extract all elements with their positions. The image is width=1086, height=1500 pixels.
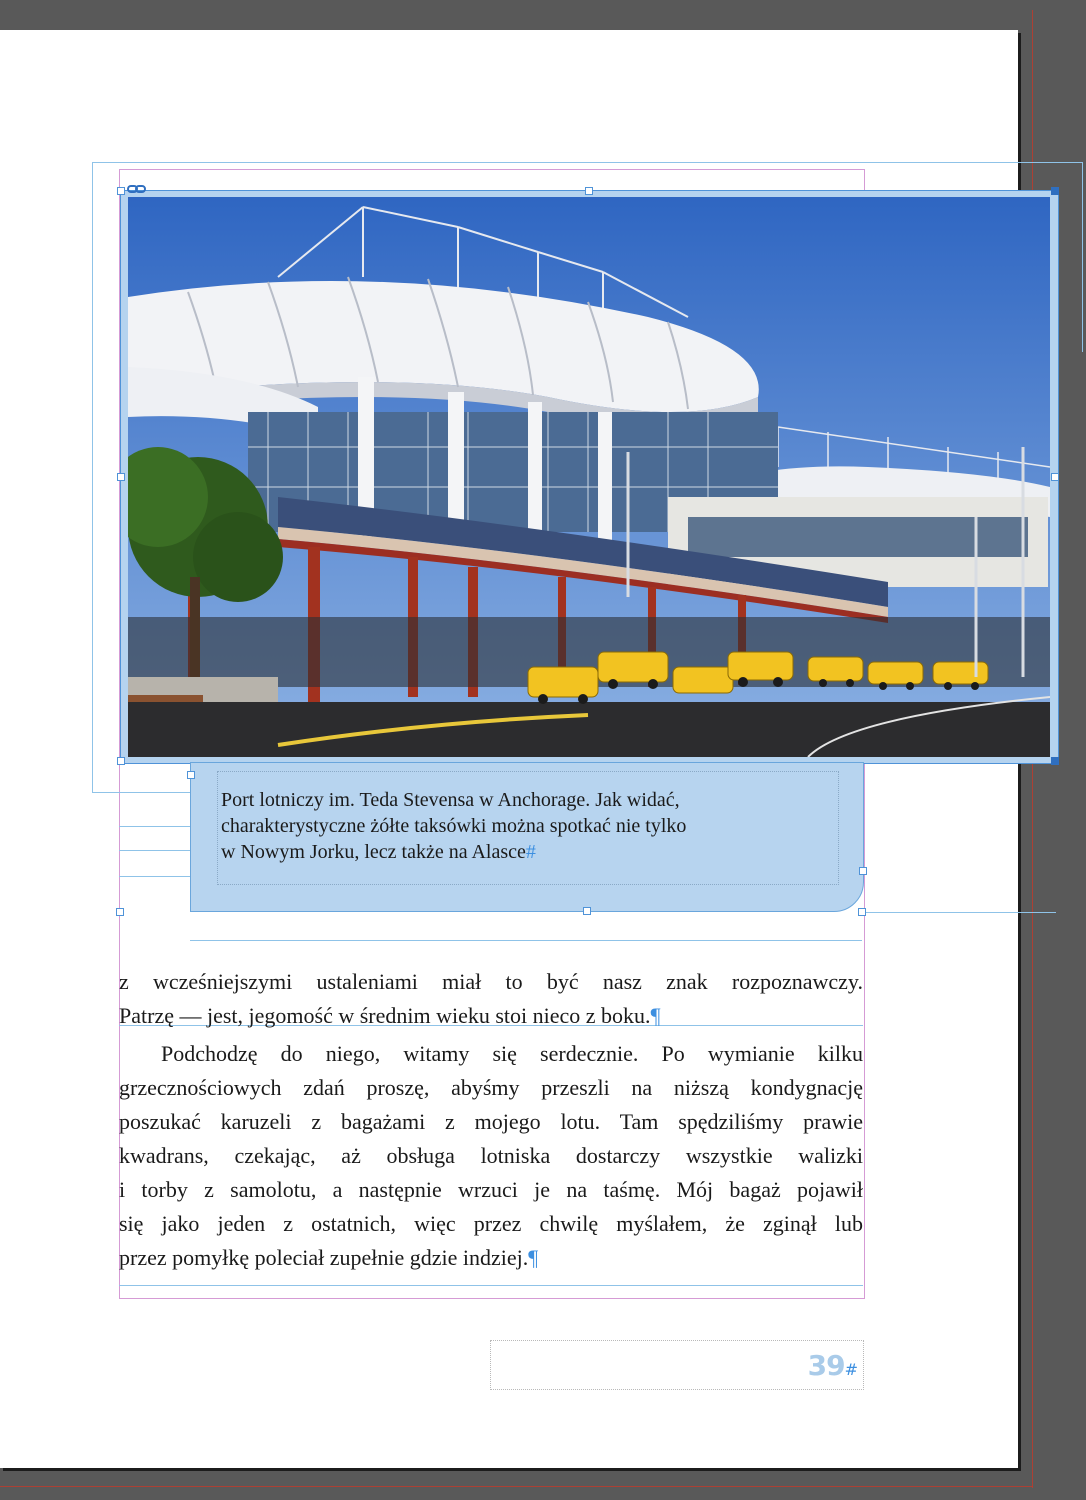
page-number <box>808 1349 857 1382</box>
frame-handle-bottom-left[interactable] <box>116 908 124 916</box>
column-guide <box>1082 162 1083 352</box>
resize-handle-top-left[interactable] <box>117 187 125 195</box>
caption-handle-right[interactable] <box>859 867 867 875</box>
resize-handle-right[interactable] <box>1051 473 1059 481</box>
body-line <box>119 1242 863 1274</box>
resize-handle-left[interactable] <box>117 473 125 481</box>
column-guide <box>92 162 93 792</box>
baseline-guide <box>119 850 190 851</box>
frame-handle-bottom-right[interactable] <box>858 908 866 916</box>
caption-text-frame[interactable] <box>190 762 864 912</box>
body-line: grzecznościowych zdań proszę, abyśmy przeszli na niższą kondygnację <box>119 1075 863 1100</box>
body-line: poszukać karuzeli z bagażami z mojego lotu. Tam spędziliśmy prawie <box>119 1109 863 1134</box>
caption-line <box>221 839 831 865</box>
photo-caption[interactable] <box>221 787 831 865</box>
baseline-guide <box>92 792 190 793</box>
body-line: z wcześniejszymi ustaleniami miał to być nasz znak rozpoznawczy. <box>119 969 863 994</box>
page-number-value: 39 <box>807 1349 845 1382</box>
caption-line: charakterystyczne żółte taksówki można spotkać nie tylko <box>221 815 687 837</box>
baseline-guide <box>119 876 190 877</box>
body-line-text: Patrzę — jest, jegomość w średnim wieku stoi nieco z boku. <box>119 1003 651 1028</box>
resize-handle-top[interactable] <box>585 187 593 195</box>
link-icon[interactable] <box>127 182 147 194</box>
body-line: i torby z samolotu, a następnie wrzuci je na taśmę. Mój bagaż pojawił <box>119 1177 863 1202</box>
bleed-guide-bottom <box>0 1486 1033 1487</box>
baseline-guide <box>190 940 862 941</box>
baseline-guide <box>92 162 1082 163</box>
pilcrow-marker: ¶ <box>528 1245 539 1270</box>
end-of-story-marker: # <box>844 1360 857 1379</box>
body-line: się jako jeden z ostatnich, więc przez chwilę myślałem, że zginął lub <box>119 1211 863 1236</box>
caption-handle-bottom[interactable] <box>583 907 591 915</box>
end-of-story-marker: # <box>525 841 536 863</box>
body-line: Podchodzę do niego, witamy się serdecznie. Po wymianie kilku <box>161 1041 863 1066</box>
body-line-text: przez pomyłkę poleciał zupełnie gdzie indziej. <box>119 1245 529 1270</box>
airport-terminal-photo[interactable] <box>128 197 1050 757</box>
caption-handle-left[interactable] <box>187 771 195 779</box>
resize-handle-bottom-left[interactable] <box>117 757 125 765</box>
baseline-guide <box>864 912 1056 913</box>
caption-line-text: w Nowym Jorku, lecz także na Alasce <box>221 841 526 863</box>
resize-handle-bottom-right[interactable] <box>1051 757 1059 765</box>
caption-line: Port lotniczy im. Teda Stevensa w Anchorage. Jak widać, <box>221 789 680 811</box>
page-number-frame[interactable] <box>490 1340 864 1390</box>
pilcrow-marker: ¶ <box>650 1003 661 1028</box>
resize-handle-top-right[interactable] <box>1051 187 1059 195</box>
body-text-frame[interactable] <box>119 948 863 1298</box>
baseline-guide <box>119 826 190 827</box>
body-line: kwadrans, czekając, aż obsługa lotniska dostarczy wszystkie walizki <box>119 1143 863 1168</box>
body-line <box>119 1000 863 1032</box>
airport-photo-illustration <box>128 197 1050 757</box>
image-frame[interactable] <box>120 190 1059 764</box>
